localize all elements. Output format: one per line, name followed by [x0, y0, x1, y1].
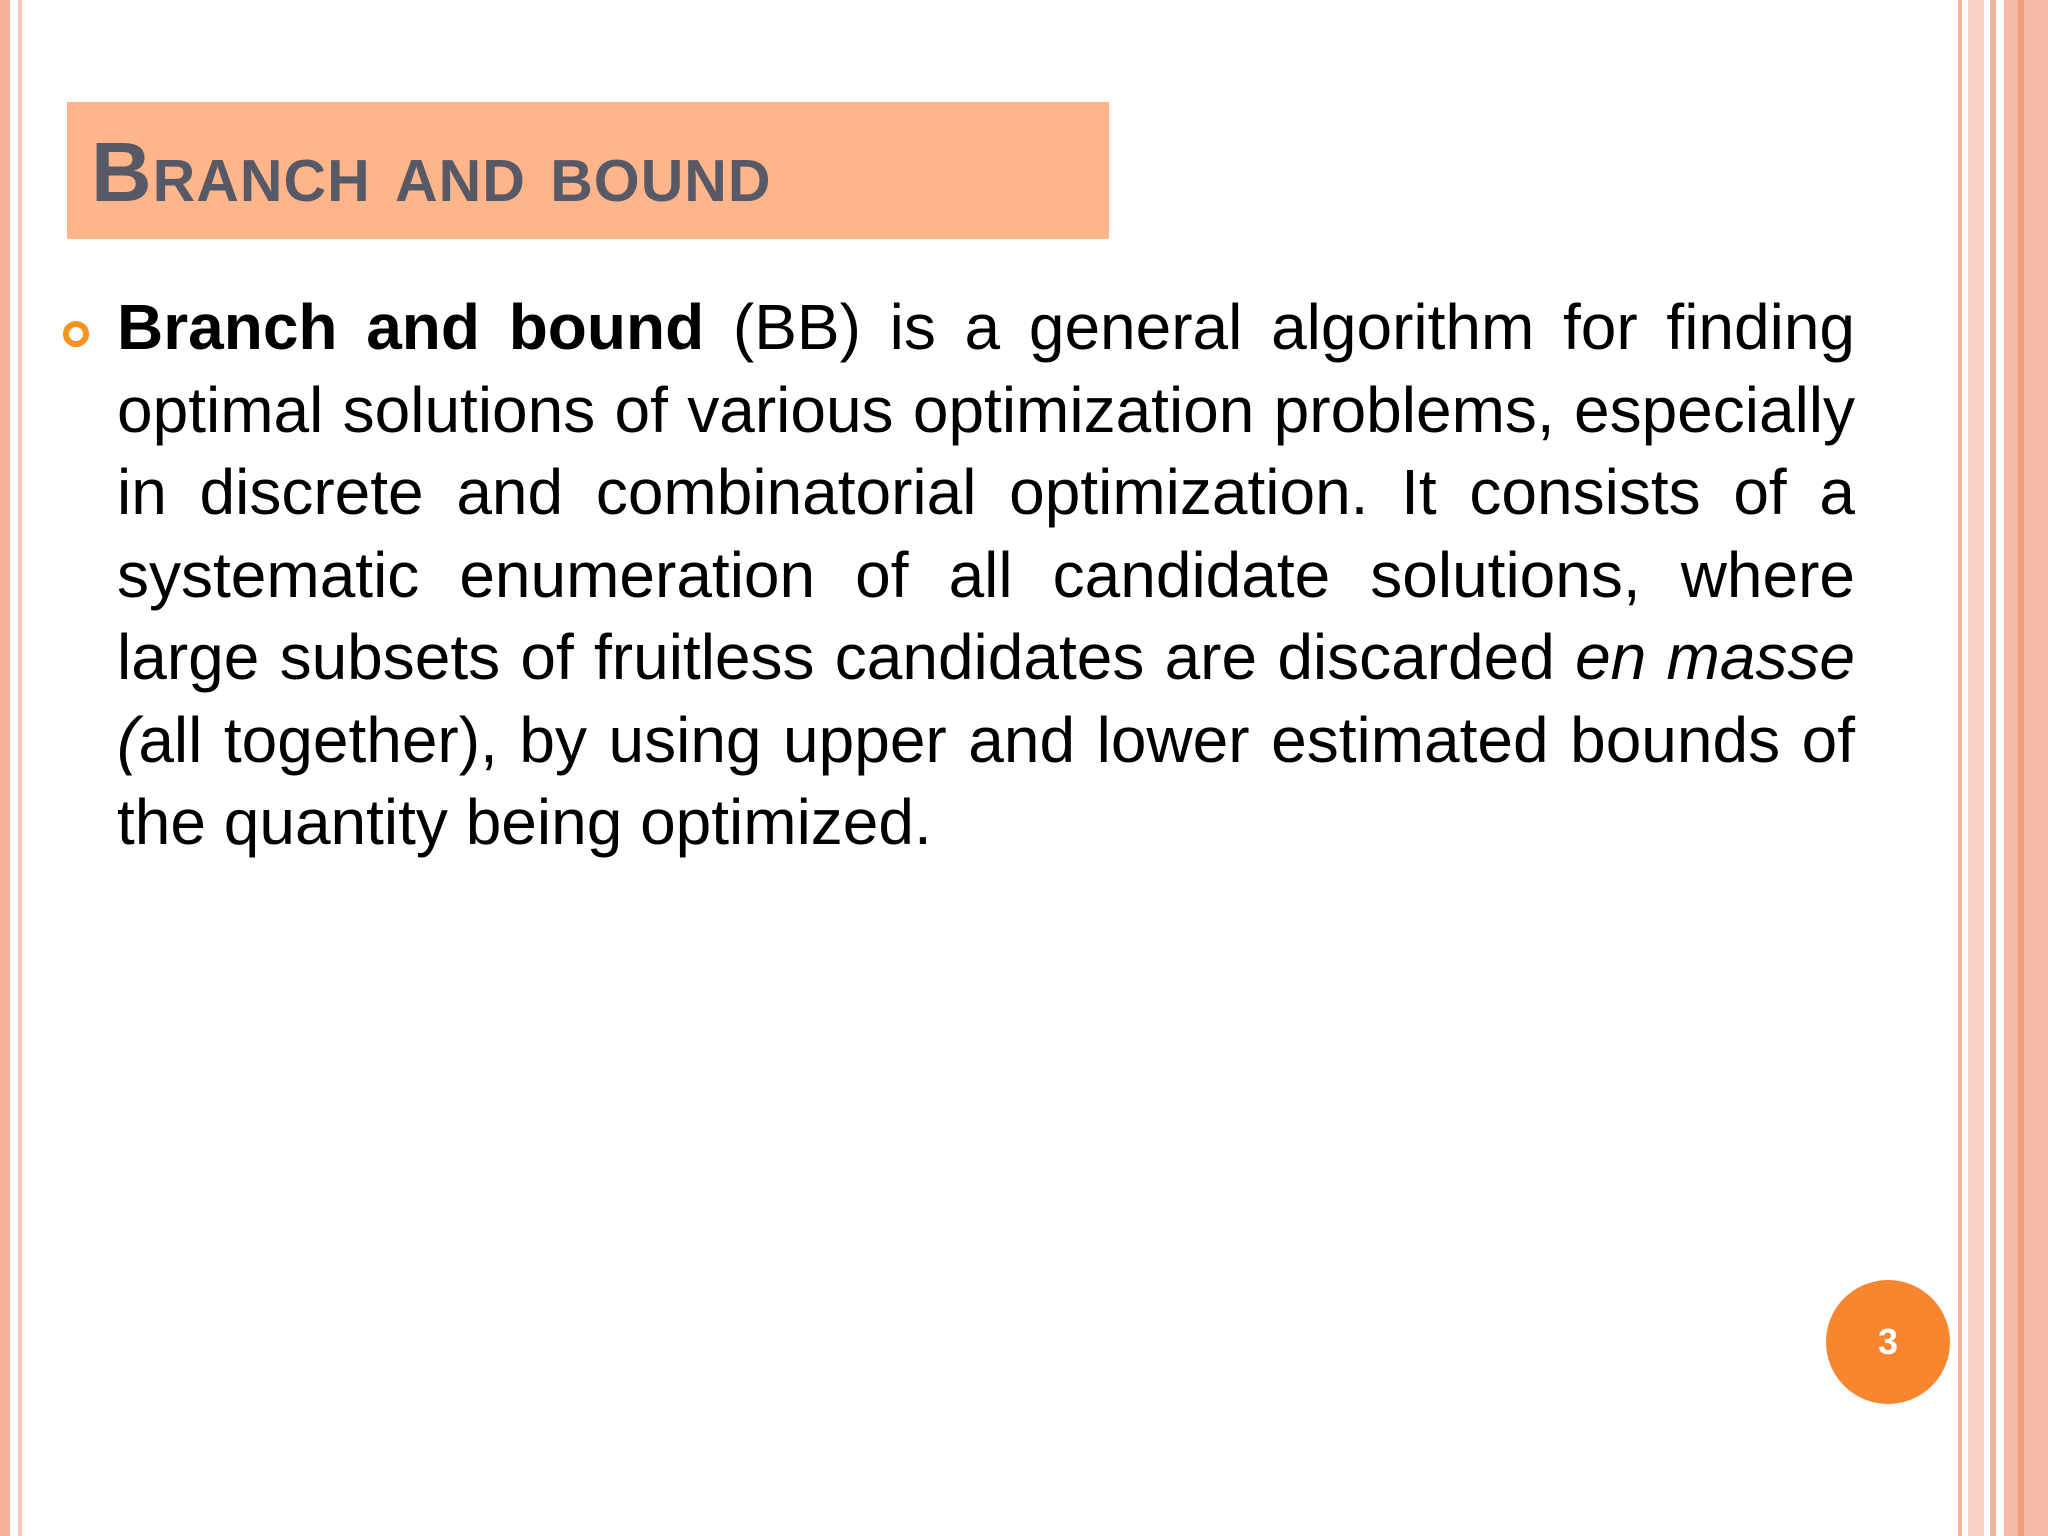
right-border-wide-stripe [2004, 0, 2048, 1536]
title-banner [67, 102, 1109, 239]
slide-title: Branch and bound [91, 125, 772, 219]
right-border-thin-stripe-2 [1990, 0, 1996, 1536]
bullet-text-main: (BB) is a general algorithm for finding optimal solutions of various optimization problems, especially in discrete and combinatorial optimization. It consists of a systematic enumeration of all candidate solutions, where large subsets of fruitless candidates are discarded [117, 291, 1856, 693]
bullet-italic-phrase: en masse ( [117, 621, 1855, 776]
left-border-thin-stripe [18, 0, 22, 1536]
left-border-stripe [0, 0, 10, 1536]
right-border-accent-stripe [2018, 0, 2024, 1536]
page-number-badge [1826, 1280, 1950, 1404]
bullet-term: Branch and bound [117, 291, 705, 363]
hollow-circle-bullet-icon [63, 321, 89, 347]
right-border-thin-stripe [1958, 0, 1962, 1536]
right-border-stripe [1968, 0, 1984, 1536]
bullet-text-end: all together), by using upper and lower estimated bounds of the quantity being optimized. [117, 703, 1855, 858]
page-number: 3 [1877, 1321, 1899, 1362]
bullet-paragraph [117, 286, 1855, 864]
